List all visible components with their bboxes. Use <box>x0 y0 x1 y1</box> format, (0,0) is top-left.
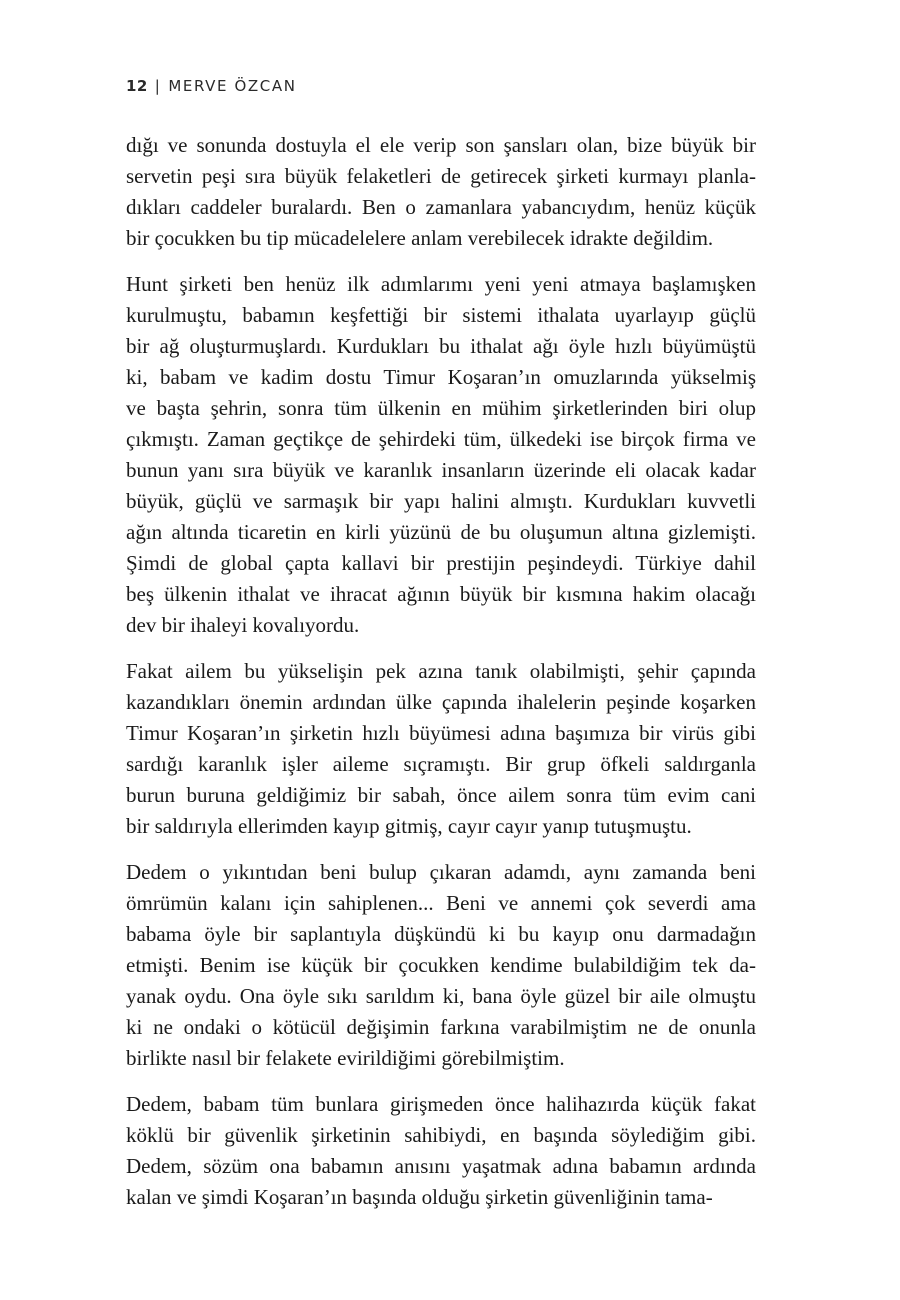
text-line: babama öyle bir saplantıyla düşkündü ki bu kayıp onu darmadağın <box>126 922 756 946</box>
paragraph <box>126 857 756 1074</box>
text-line: sardığı karanlık işler aileme sıçramıştı. Bir grup öfkeli saldırganla <box>126 752 756 776</box>
text-line: ağın altında ticaretin en kirli yüzünü de bu oluşumun altına gizlemişti. <box>126 520 756 544</box>
text-line: servetin peşi sıra büyük felaketleri de getirecek şirketi kurmayı planla- <box>126 164 756 188</box>
text-line: dıkları caddeler buralardı. Ben o zamanlara yabancıydım, henüz küçük <box>126 195 756 219</box>
text-line: Şimdi de global çapta kallavi bir prestijin peşindeydi. Türkiye dahil <box>126 551 756 575</box>
text-line: Timur Koşaran’ın şirketin hızlı büyümesi adına başımıza bir virüs gibi <box>126 721 756 745</box>
header-separator: | <box>154 77 162 95</box>
page-number: 12 <box>126 77 148 95</box>
text-line: bir ağ oluşturmuşlardı. Kurdukları bu ithalat ağı öyle hızlı büyümüştü <box>126 334 756 358</box>
text-line: ki, babam ve kadim dostu Timur Koşaran’ın omuzlarında yükselmiş <box>126 365 756 389</box>
text-line: kurulmuştu, babamın keşfettiği bir sistemi ithalata uyarlayıp güçlü <box>126 303 756 327</box>
text-line: yanak oydu. Ona öyle sıkı sarıldım ki, bana öyle güzel bir aile olmuştu <box>126 984 756 1008</box>
text-line: birlikte nasıl bir felakete evirildiğimi görebilmiştim. <box>126 1046 565 1070</box>
paragraph <box>126 1089 756 1213</box>
text-line: dev bir ihaleyi kovalıyordu. <box>126 613 360 637</box>
paragraph <box>126 656 756 842</box>
text-line: kalan ve şimdi Koşaran’ın başında olduğu şirketin güvenliğinin tama- <box>126 1185 713 1209</box>
text-line: ömrümün kalanı için sahiplenen... Beni ve annemi çok severdi ama <box>126 891 756 915</box>
text-line: büyük, güçlü ve sarmaşık bir yapı halini almıştı. Kurdukları kuvvetli <box>126 489 756 513</box>
text-line: çıkmıştı. Zaman geçtikçe de şehirdeki tüm, ülkedeki ise birçok firma ve <box>126 427 756 451</box>
text-line: burun buruna geldiğimiz bir sabah, önce ailem sonra tüm evim cani <box>126 783 756 807</box>
text-line: dığı ve sonunda dostuyla el ele verip son şansları olan, bize büyük bir <box>126 133 756 157</box>
paragraph <box>126 269 756 641</box>
text-line: kazandıkları önemin ardından ülke çapında ihalelerin peşinde koşarken <box>126 690 756 714</box>
text-line: bir çocukken bu tip mücadelelere anlam verebilecek idrakte değildim. <box>126 226 714 250</box>
text-line: köklü bir güvenlik şirketinin sahibiydi, en başında söylediğim gibi. <box>126 1123 756 1147</box>
text-line: Dedem, sözüm ona babamın anısını yaşatmak adına babamın ardında <box>126 1154 756 1178</box>
running-header <box>126 77 297 95</box>
author-name: MERVE ÖZCAN <box>168 77 297 95</box>
text-line: Fakat ailem bu yükselişin pek azına tanık olabilmişti, şehir çapında <box>126 659 756 683</box>
text-line: bunun yanı sıra büyük ve karanlık insanların üzerinde eli olacak kadar <box>126 458 756 482</box>
text-line: ve başta şehrin, sonra tüm ülkenin en mühim şirketlerinden biri olup <box>126 396 756 420</box>
text-line: etmişti. Benim ise küçük bir çocukken kendime bulabildiğim tek da- <box>126 953 756 977</box>
text-line: Dedem, babam tüm bunlara girişmeden önce halihazırda küçük fakat <box>126 1092 756 1116</box>
text-line: beş ülkenin ithalat ve ihracat ağının büyük bir kısmına hakim olacağı <box>126 582 756 606</box>
text-line: ki ne ondaki o kötücül değişimin farkına varabilmiştim ne de onunla <box>126 1015 756 1039</box>
paragraph <box>126 130 756 254</box>
text-line: bir saldırıyla ellerimden kayıp gitmiş, cayır cayır yanıp tutuşmuştu. <box>126 814 692 838</box>
text-line: Dedem o yıkıntıdan beni bulup çıkaran adamdı, aynı zamanda beni <box>126 860 756 884</box>
body-text <box>126 130 756 1228</box>
text-line: Hunt şirketi ben henüz ilk adımlarımı yeni yeni atmaya başlamışken <box>126 272 756 296</box>
